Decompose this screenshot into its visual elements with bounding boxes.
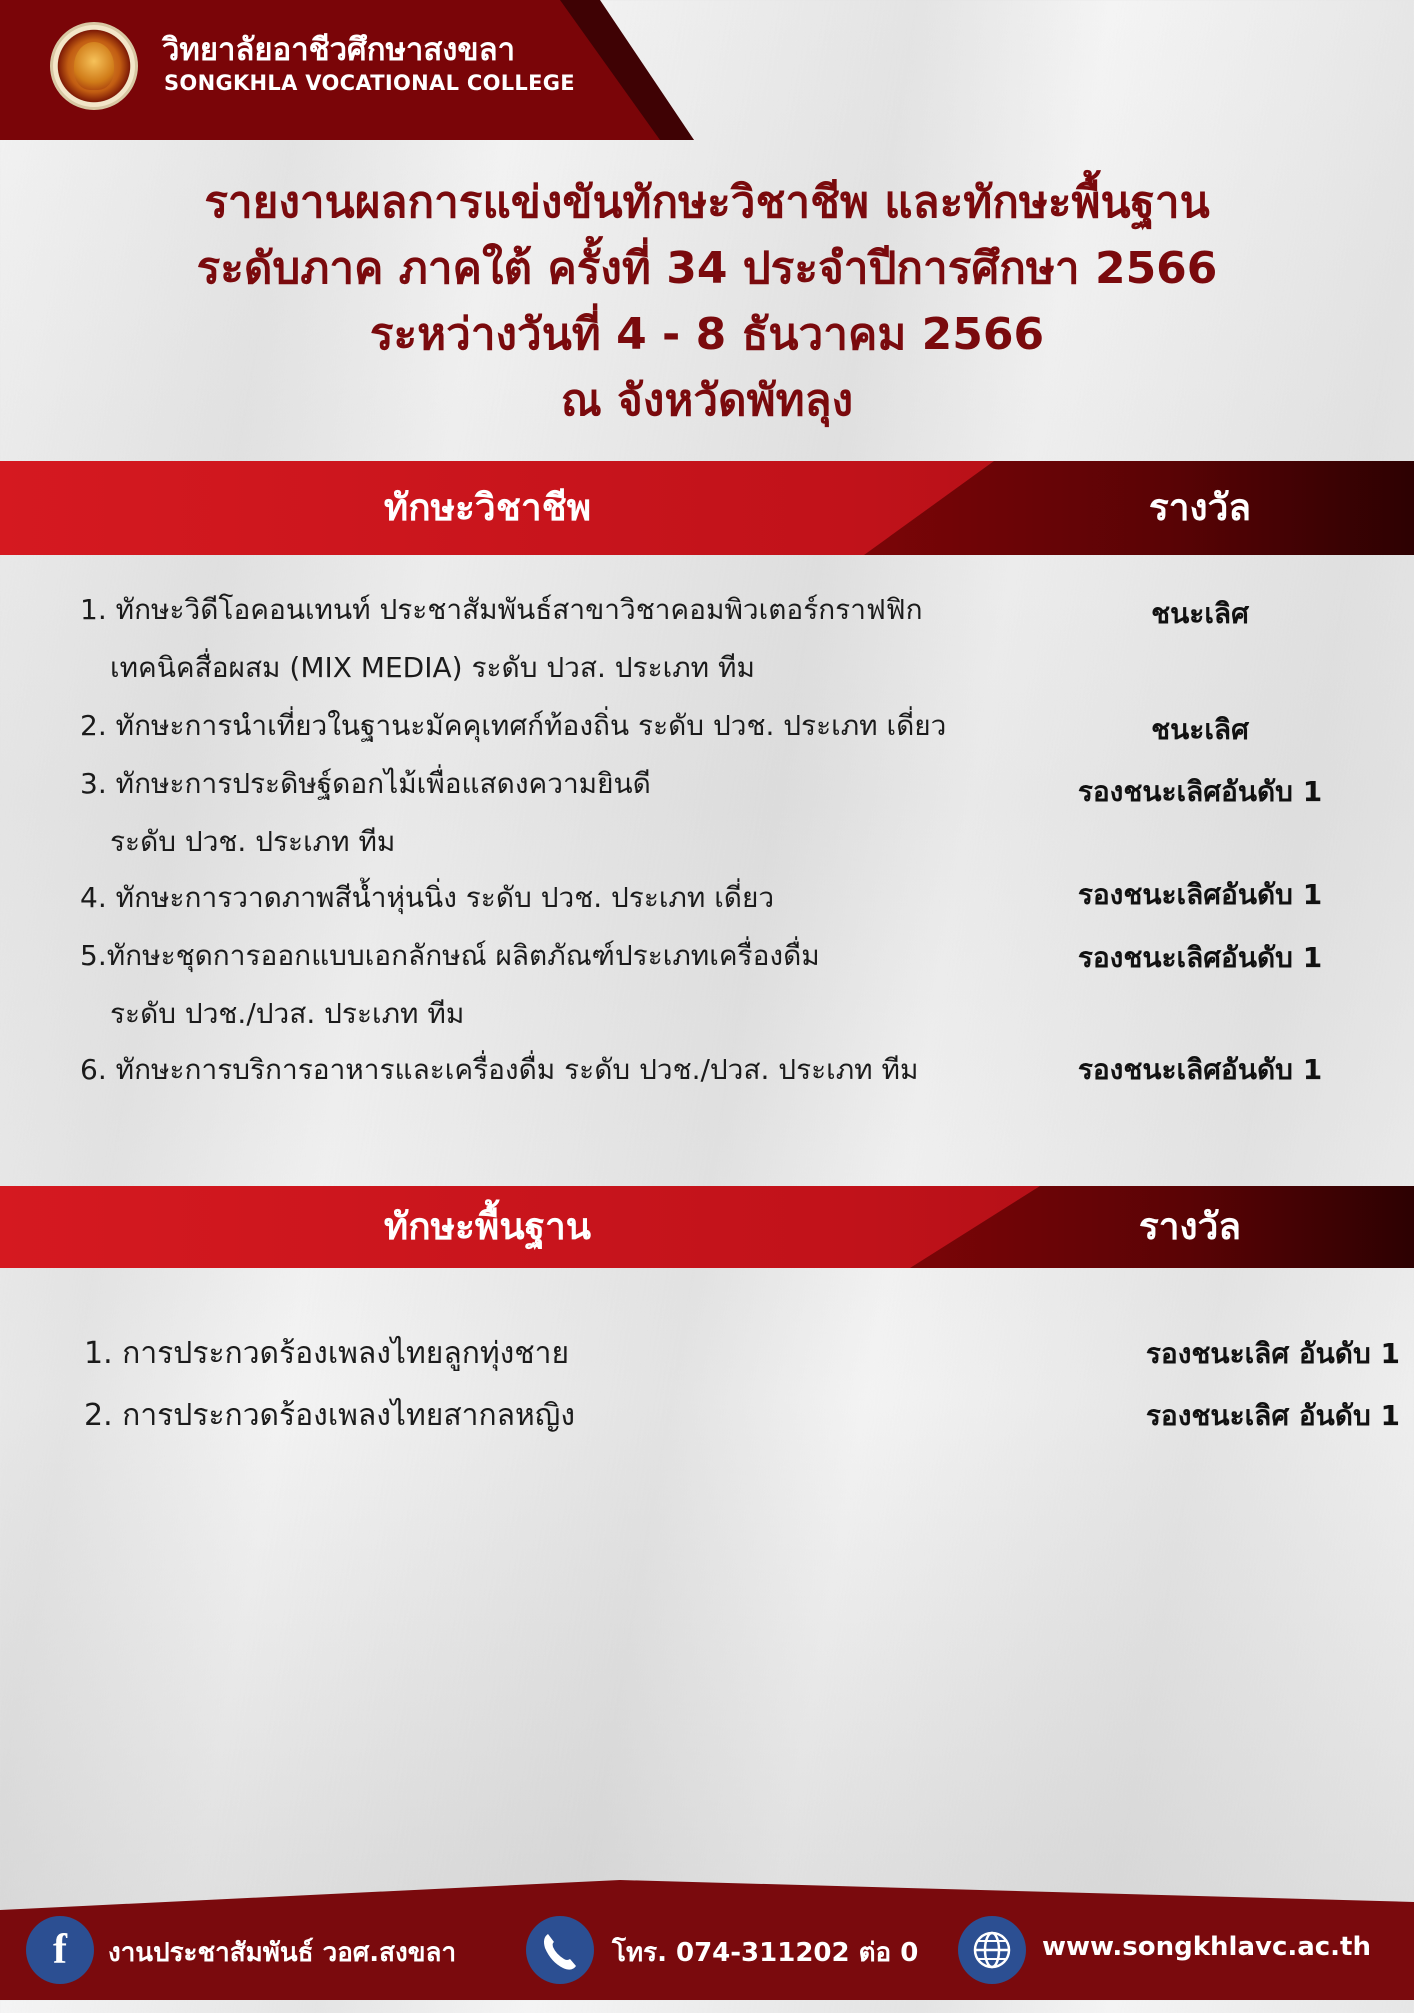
- award-value: รองชนะเลิศอันดับ 1: [1077, 1053, 1323, 1086]
- college-name-english: SONGKHLA VOCATIONAL COLLEGE: [164, 71, 575, 95]
- list-item-line: 1. การประกวดร้องเพลงไทยลูกทุ่งชาย: [84, 1336, 570, 1371]
- section-heading-basic: ทักษะพื้นฐาน: [383, 1205, 592, 1248]
- list-item-line: 1. ทักษะวิดีโอคอนเทนท์ ประชาสัมพันธ์สาขาวิชาคอมพิวเตอร์กราฟฟิก: [80, 593, 923, 626]
- college-name-thai: วิทยาลัยอาชีวศึกษาสงขลา: [162, 32, 515, 68]
- award-value: รองชนะเลิศอันดับ 1: [1077, 878, 1323, 911]
- section-heading-professional: ทักษะวิชาชีพ: [383, 486, 592, 529]
- footer-facebook-text[interactable]: งานประชาสัมพันธ์ วอศ.สงขลา: [108, 1938, 457, 1968]
- list-item-line: 6. ทักษะการบริการอาหารและเครื่องดื่ม ระดับ ปวช./ปวส. ประเภท ทีม: [80, 1053, 919, 1086]
- award-heading-basic: รางวัล: [1138, 1205, 1242, 1248]
- list-item-line: ระดับ ปวช./ปวส. ประเภท ทีม: [110, 997, 465, 1030]
- facebook-icon[interactable]: f: [26, 1916, 94, 1984]
- award-value: ชนะเลิศ: [1151, 597, 1249, 630]
- globe-icon[interactable]: [958, 1916, 1026, 1984]
- list-item-line: เทคนิคสื่อผสม (MIX MEDIA) ระดับ ปวส. ประเภท ทีม: [110, 651, 755, 684]
- phone-icon[interactable]: [526, 1916, 594, 1984]
- award-heading-professional: รางวัล: [1148, 486, 1252, 529]
- footer-phone-text[interactable]: โทร. 074-311202 ต่อ 0: [612, 1938, 919, 1968]
- page-title: [0, 170, 1414, 434]
- title-line-2: ระดับภาค ภาคใต้ ครั้งที่ 34 ประจำปีการศึกษา 2566: [196, 243, 1218, 294]
- award-value: รองชนะเลิศ อันดับ 1: [1145, 1399, 1400, 1432]
- list-item-line: 3. ทักษะการประดิษฐ์ดอกไม้เพื่อแสดงความยินดี: [80, 767, 651, 800]
- section-bar-basic: [0, 1186, 1414, 1268]
- award-value: รองชนะเลิศอันดับ 1: [1077, 775, 1323, 808]
- award-value: รองชนะเลิศ อันดับ 1: [1145, 1337, 1400, 1370]
- title-line-1: รายงานผลการแข่งขันทักษะวิชาชีพ และทักษะพื้นฐาน: [204, 177, 1210, 228]
- title-line-4: ณ จังหวัดพัทลุง: [560, 375, 854, 426]
- list-item-line: 2. ทักษะการนำเที่ยวในฐานะมัคคุเทศก์ท้องถิ่น ระดับ ปวช. ประเภท เดี่ยว: [80, 709, 947, 742]
- title-line-3: ระหว่างวันที่ 4 - 8 ธันวาคม 2566: [369, 309, 1045, 360]
- list-item-line: ระดับ ปวช. ประเภท ทีม: [110, 825, 396, 858]
- list-item-line: 5.ทักษะชุดการออกแบบเอกลักษณ์ ผลิตภัณฑ์ประเภทเครื่องดื่ม: [80, 939, 820, 972]
- list-item-line: 4. ทักษะการวาดภาพสีน้ำหุ่นนิ่ง ระดับ ปวช. ประเภท เดี่ยว: [80, 881, 775, 914]
- college-seal-icon: [74, 42, 114, 90]
- section-bar-professional: [0, 461, 1414, 555]
- award-value: รองชนะเลิศอันดับ 1: [1077, 941, 1323, 974]
- college-logo: [50, 22, 138, 110]
- footer-web-text[interactable]: www.songkhlavc.ac.th: [1042, 1932, 1371, 1962]
- list-item-line: 2. การประกวดร้องเพลงไทยสากลหญิง: [84, 1398, 576, 1433]
- award-value: ชนะเลิศ: [1151, 713, 1249, 746]
